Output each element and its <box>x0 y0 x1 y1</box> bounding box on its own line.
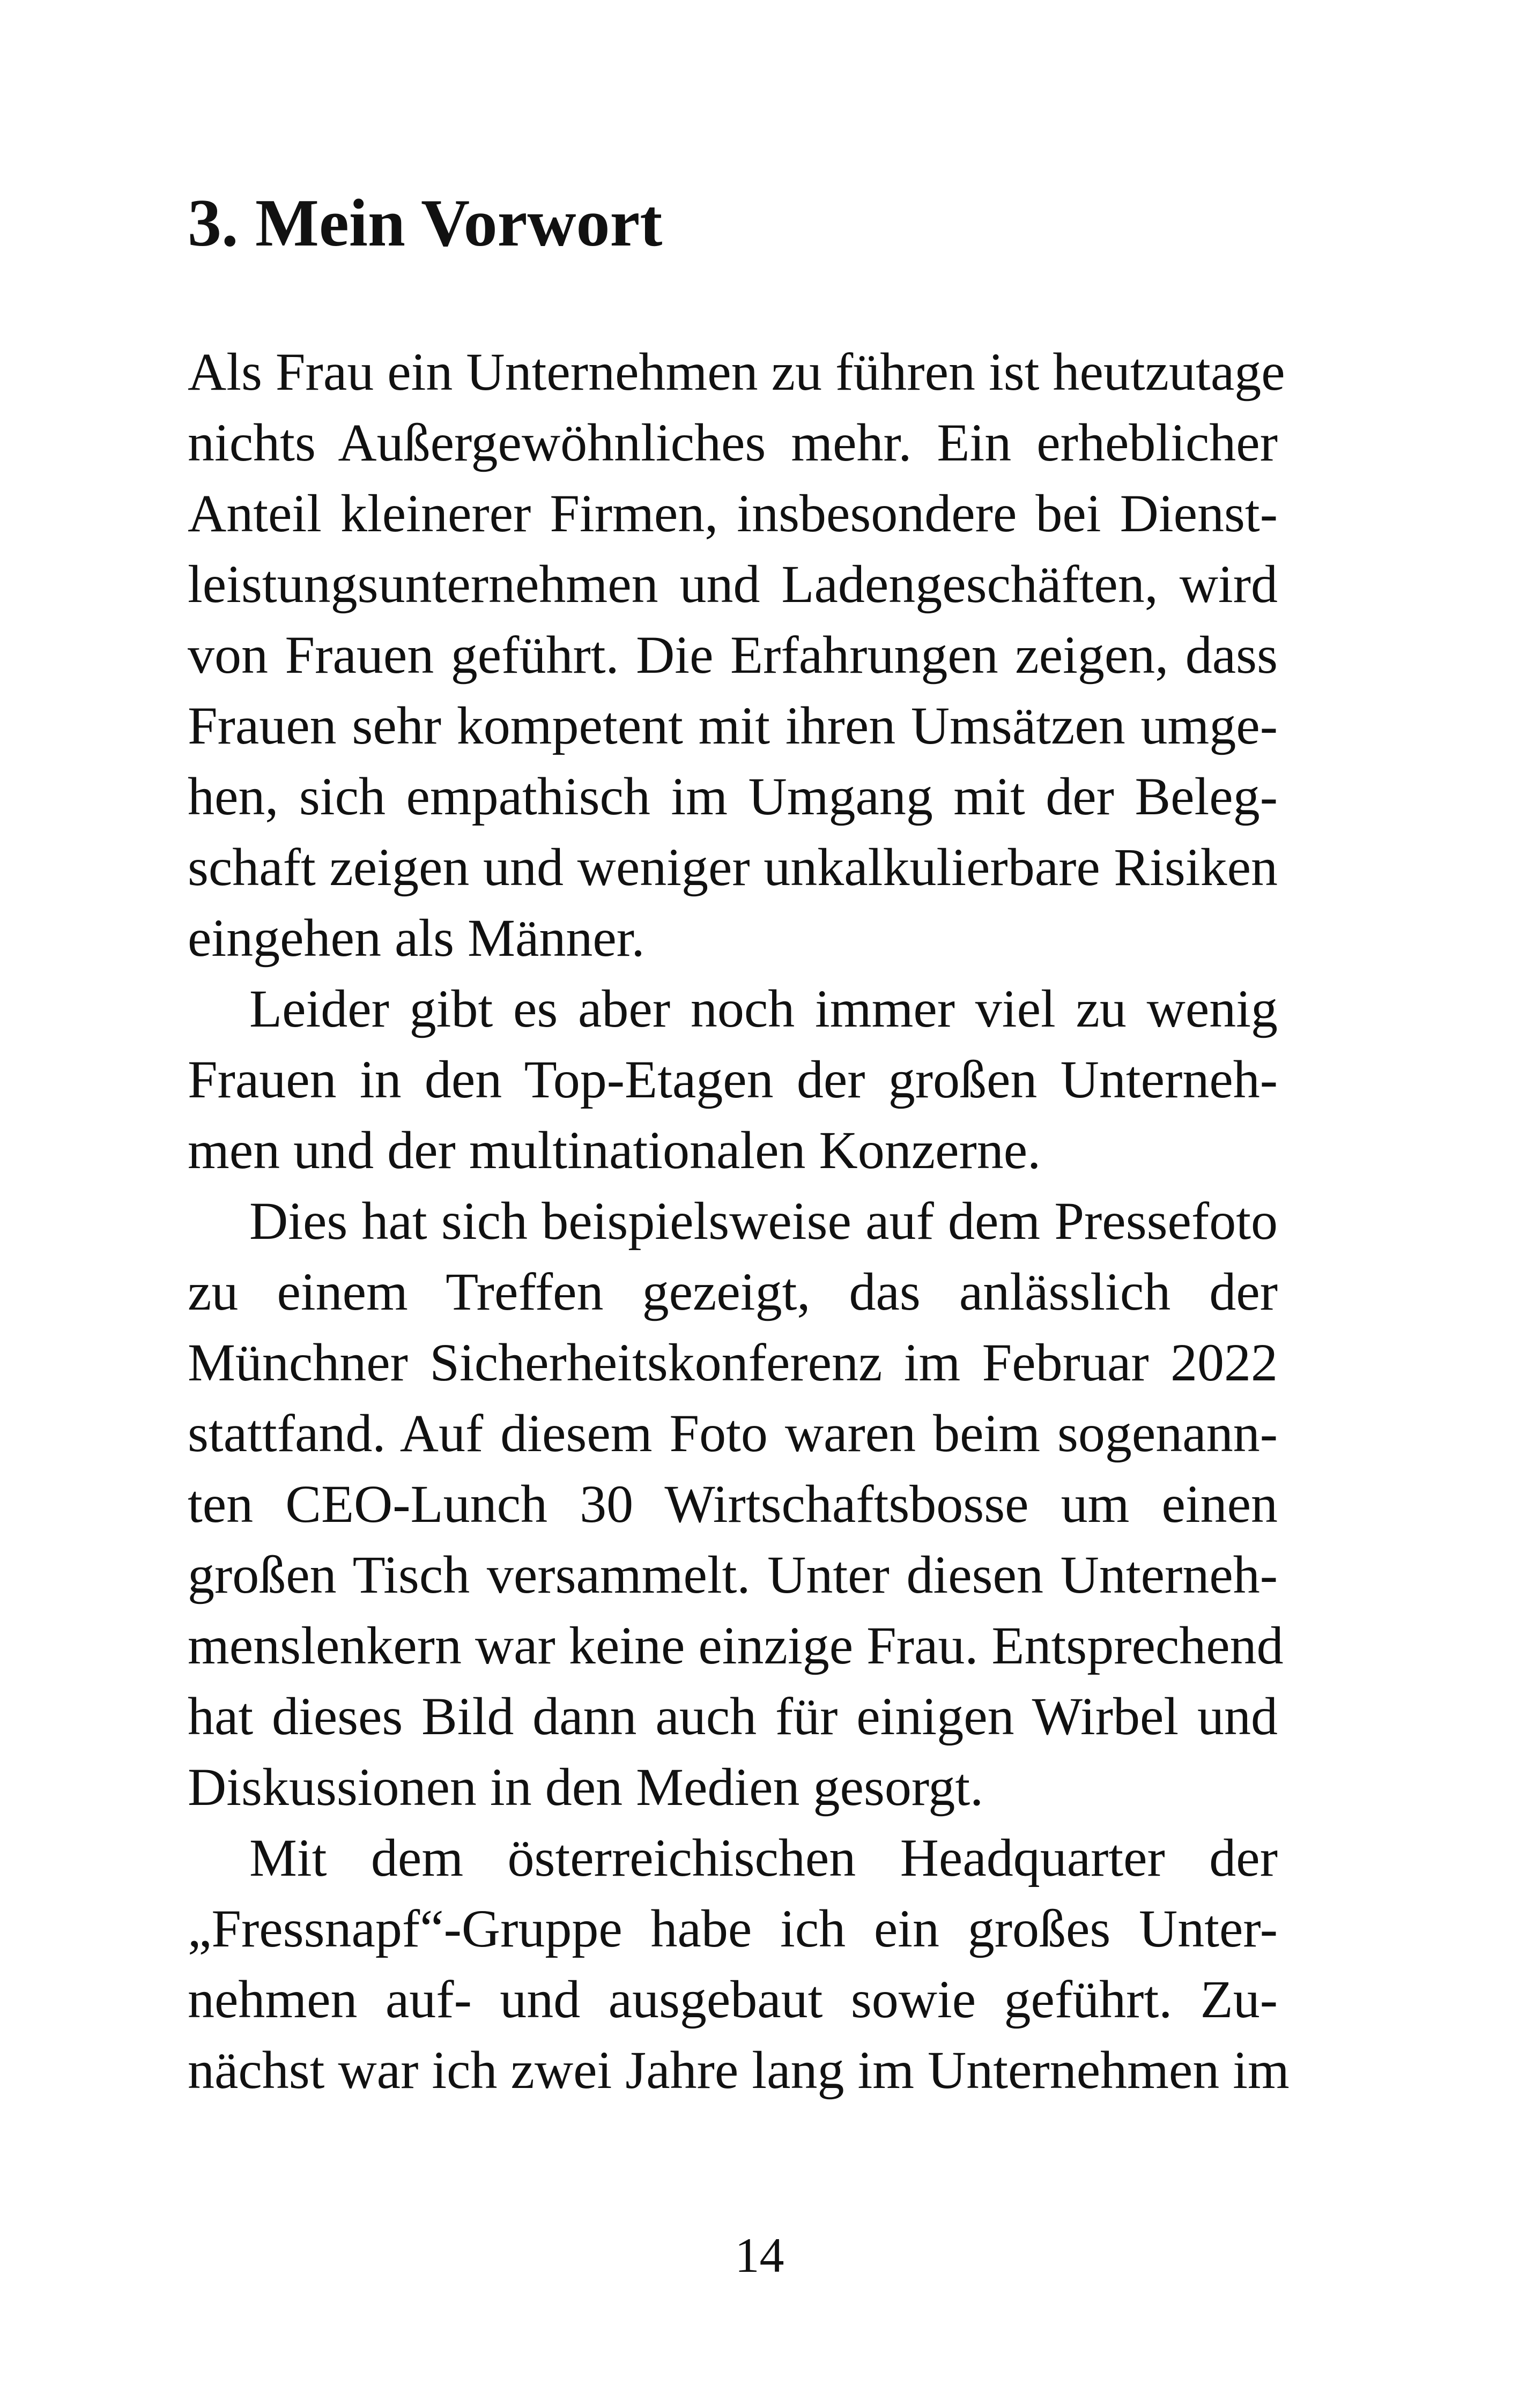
text-line: Münchner Sicherheitskonferenz im Februar 2022 <box>188 1333 1278 1392</box>
text-line: eingehen als Männer. <box>188 908 645 968</box>
text-line: menslenkern war keine einzige Frau. Entsprechend <box>188 1616 1284 1675</box>
text-line: Frauen in den Top-Etagen der großen Unterneh- <box>188 1050 1278 1109</box>
paragraph <box>188 973 1278 1186</box>
text-line: schaft zeigen und weniger unkalkulierbare Risiken <box>188 837 1278 897</box>
text-line: Leider gibt es aber noch immer viel zu wenig <box>249 979 1278 1038</box>
text-line: stattfand. Auf diesem Foto waren beim sogenann- <box>188 1403 1278 1463</box>
text-line: großen Tisch versammelt. Unter diesen Unterneh- <box>188 1545 1278 1604</box>
text-line: „Fressnapf“-Gruppe habe ich ein großes Unter- <box>188 1899 1278 1958</box>
text-line: von Frauen geführt. Die Erfahrungen zeigen, dass <box>188 625 1278 685</box>
text-line: men und der multinationalen Konzerne. <box>188 1120 1041 1180</box>
body-text <box>188 337 1290 2106</box>
text-line: nichts Außergewöhnliches mehr. Ein erheblicher <box>188 413 1278 472</box>
text-line: ten CEO-Lunch 30 Wirtschaftsbosse um einen <box>188 1474 1278 1534</box>
text-line: zu einem Treffen gezeigt, das anlässlich der <box>188 1262 1278 1321</box>
text-line: nächst war ich zwei Jahre lang im Unternehmen im <box>188 2040 1290 2100</box>
text-line: Als Frau ein Unternehmen zu führen ist heutzutage <box>188 342 1285 402</box>
paragraph <box>188 1823 1290 2106</box>
text-line: Dies hat sich beispielsweise auf dem Pressefoto <box>249 1191 1278 1251</box>
paragraph <box>188 337 1285 973</box>
chapter-heading: 3. Mein Vorwort <box>188 186 663 261</box>
text-line: Mit dem österreichischen Headquarter der <box>249 1828 1278 1887</box>
text-line: leistungsunternehmen und Ladengeschäften, wird <box>188 554 1278 614</box>
text-line: hen, sich empathisch im Umgang mit der Beleg- <box>188 767 1278 826</box>
page-number: 14 <box>735 2228 784 2283</box>
text-line: hat dieses Bild dann auch für einigen Wirbel und <box>188 1686 1278 1746</box>
paragraph <box>188 1186 1284 1823</box>
text-line: Diskussionen in den Medien gesorgt. <box>188 1757 984 1817</box>
text-line: nehmen auf- und ausgebaut sowie geführt. Zu- <box>188 1969 1278 2029</box>
text-line: Frauen sehr kompetent mit ihren Umsätzen umge- <box>188 696 1278 755</box>
text-line: Anteil kleinerer Firmen, insbesondere bei Dienst- <box>188 484 1278 543</box>
